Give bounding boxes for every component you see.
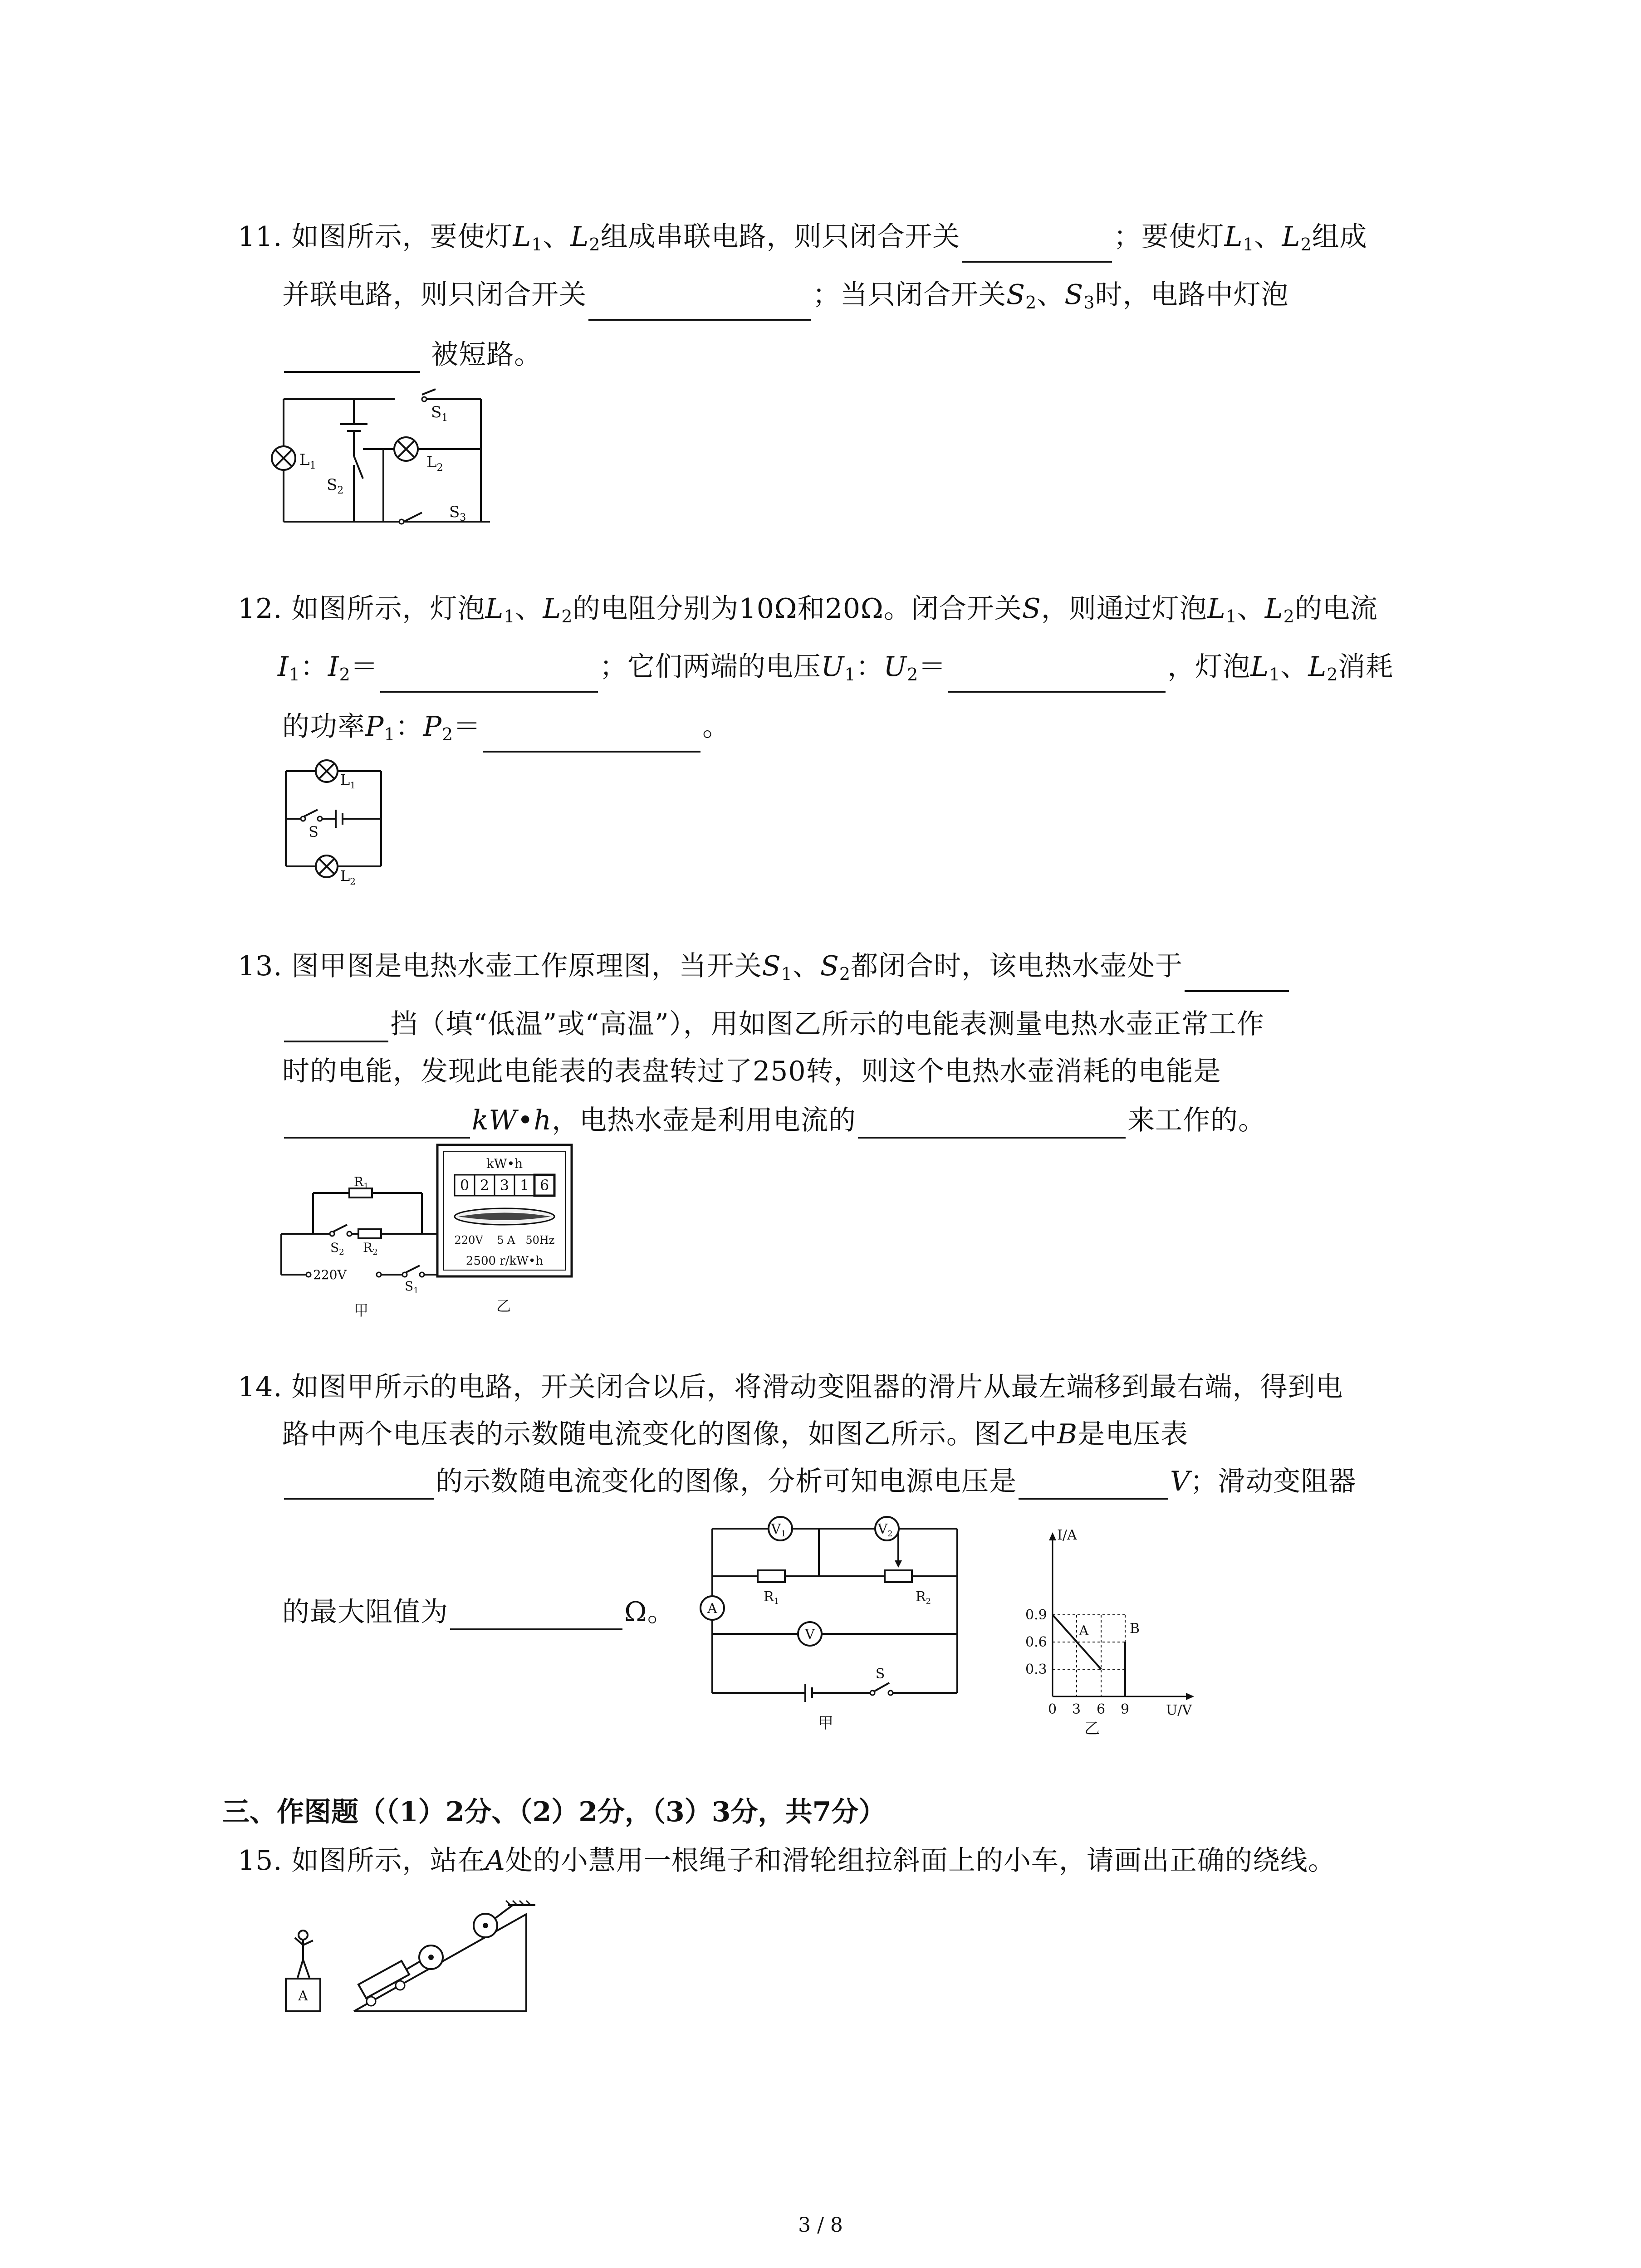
svg-text:1: 1 [519,1177,529,1194]
svg-text:乙: 乙 [1084,1720,1100,1738]
q11-line-2: 并联电路，则只闭合开关 ；当只闭合开关$S_2$、$S_3$时，电路中灯泡 [282,277,1289,321]
q13-line-4: kW•h，电热水壶是利用电流的 来工作的。 [282,1102,1266,1139]
q13-blank-2[interactable] [284,1108,470,1139]
q11-line-3: 被短路。 [282,337,542,373]
q15-line-1: 15. 如图所示，站在A处的小慧用一根绳子和滑轮组拉斜面上的小车，请画出正确的绕线。 [238,1845,1336,1877]
q11-blank-1[interactable] [962,232,1112,263]
bulb-icon [272,446,295,470]
svg-text:6: 6 [539,1177,549,1194]
q14-iu-graph-figure [1016,1529,1207,1746]
q14-blank-2[interactable] [1019,1469,1168,1500]
svg-text:220V 5 A 50Hz: 220V 5 A 50Hz [454,1234,555,1246]
meter-disc-icon [455,1208,554,1225]
svg-text:3: 3 [500,1177,509,1194]
q11-line-1: 11. 如图所示，要使灯$L_1$、$L_2$组成串联电路，则只闭合开关 ；要使灯$L_1$、$L_2$组成 [238,219,1367,263]
q14-line-3: 的示数随电流变化的图像，分析可知电源电压是 V；滑动变阻器 [282,1463,1356,1500]
svg-text:V1: $V_1$ [771,1521,786,1539]
q12-line-3: 的功率$P_1$：$P_2=$ 。 [282,709,730,753]
bulb-icon [394,437,418,461]
svg-text:S2: $S_2$ [330,1240,344,1257]
q14-line-1: 14. 如图甲所示的电路，开关闭合以后，将滑动变阻器的滑片从最左端移到最右端，得到电 [238,1371,1343,1403]
svg-text:乙: 乙 [496,1297,511,1315]
q12-circuit-figure [281,758,399,885]
svg-text:I/A: I/A [1057,1527,1077,1543]
svg-text:甲: 甲 [818,1714,833,1732]
svg-text:6: 6 [1097,1701,1106,1717]
q11-blank-2[interactable] [588,290,811,321]
q13-energy-meter-figure [436,1143,576,1325]
q14-circuit-figure [699,1515,962,1733]
svg-text:L1: $L_1$ [299,451,316,471]
svg-text:B: B [1130,1621,1140,1637]
svg-text:R1: $R_1$ [354,1174,369,1191]
svg-text:甲: 甲 [354,1302,369,1319]
svg-text:0: 0 [460,1177,470,1194]
svg-text:U/V: U/V [1166,1702,1192,1718]
q15-pulley-incline-figure [281,1887,535,2032]
svg-text:A: A [707,1601,717,1617]
q12-blank-3[interactable] [483,722,700,753]
q12-blank-2[interactable] [948,662,1166,693]
q14-blank-1[interactable] [284,1469,434,1500]
q13-line-1: 13. 图甲图是电热水壶工作原理图，当开关$S_1$、$S_2$都闭合时，该电热水壶处于 [238,948,1291,992]
svg-text:0.3: 0.3 [1025,1662,1047,1677]
q14-line-2: 路中两个电压表的示数随电流变化的图像，如图乙所示。图乙中B是电压表 [282,1418,1189,1450]
svg-text:220V: 220V [313,1267,347,1282]
q13-blank-3[interactable] [858,1108,1126,1139]
svg-text:3: 3 [1072,1701,1081,1717]
svg-text:S3: $S_3$ [449,503,466,523]
bulb-icon [316,760,338,782]
q12-line-1: 12. 如图所示，灯泡$L_1$、$L_2$的电阻分别为10Ω和20Ω。闭合开关S，则通过灯泡$L_1$、$L_2$的电流 [238,593,1378,626]
svg-text:2: 2 [480,1177,490,1194]
q13-blank-1-cont[interactable] [284,1012,388,1042]
svg-text:0.6: 0.6 [1025,1634,1047,1650]
svg-text:V2: $V_2$ [877,1521,893,1539]
svg-text:L2: $L_2$ [340,867,356,887]
svg-text:S: S [875,1666,885,1682]
person-icon [295,1931,313,1978]
cart-icon [358,1961,409,2006]
fixed-pulley-icon [474,1905,513,1937]
svg-text:2500 r/kW•h: 2500 r/kW•h [465,1254,544,1268]
q14-line-4: 的最大阻值为 Ω。 [282,1594,675,1630]
page-number: 3 / 8 [798,2214,843,2237]
svg-text:A: A [298,1988,308,2004]
svg-text:0.9: 0.9 [1025,1607,1047,1623]
svg-text:S1: $S_1$ [405,1279,419,1295]
resistor-icon [758,1570,785,1582]
movable-pulley-icon [404,1945,443,1971]
section-3-heading: 三、作图题（（1）2分、（2）2分，（3）3分，共7分） [222,1796,886,1828]
svg-text:0: 0 [1048,1701,1057,1717]
svg-text:9: 9 [1121,1701,1130,1717]
svg-text:S1: $S_1$ [431,403,448,424]
svg-text:R1: $R_1$ [763,1589,779,1606]
meter-digit-counter [455,1175,554,1196]
q12-line-2: $I_1$：$I_2=$ ；它们两端的电压$U_1$：$U_2=$ ，灯泡$L_1$、$L_2$消耗 [278,649,1393,693]
q12-blank-1[interactable] [380,662,598,693]
q13-blank-1[interactable] [1185,961,1289,992]
svg-text:kW•h: kW•h [486,1156,523,1171]
svg-text:V: V [805,1627,815,1642]
resistor-icon [358,1229,381,1238]
q13-heater-circuit-figure [281,1174,445,1325]
platform-a [286,1979,320,2011]
svg-text:R2: $R_2$ [363,1240,378,1257]
q14-blank-3[interactable] [450,1599,622,1630]
svg-text:S2: $S_2$ [327,476,344,496]
q11-blank-3[interactable] [284,342,420,373]
svg-text:L1: $L_1$ [340,771,356,791]
bulb-icon [316,855,338,877]
svg-text:R2: $R_2$ [915,1589,931,1606]
svg-text:L2: $L_2$ [426,453,443,474]
q13-line-3: 时的电能，发现此电能表的表盘转过了250转，则这个电热水壶消耗的电能是 [282,1056,1221,1087]
svg-text:S: S [309,823,318,841]
q11-circuit-figure [277,381,531,526]
svg-text:A: A [1079,1623,1089,1639]
resistor-icon [885,1570,912,1582]
q13-line-2: 挡（填“低温”或“高温”），用如图乙所示的电能表测量电热水壶正常工作 [282,1006,1264,1042]
